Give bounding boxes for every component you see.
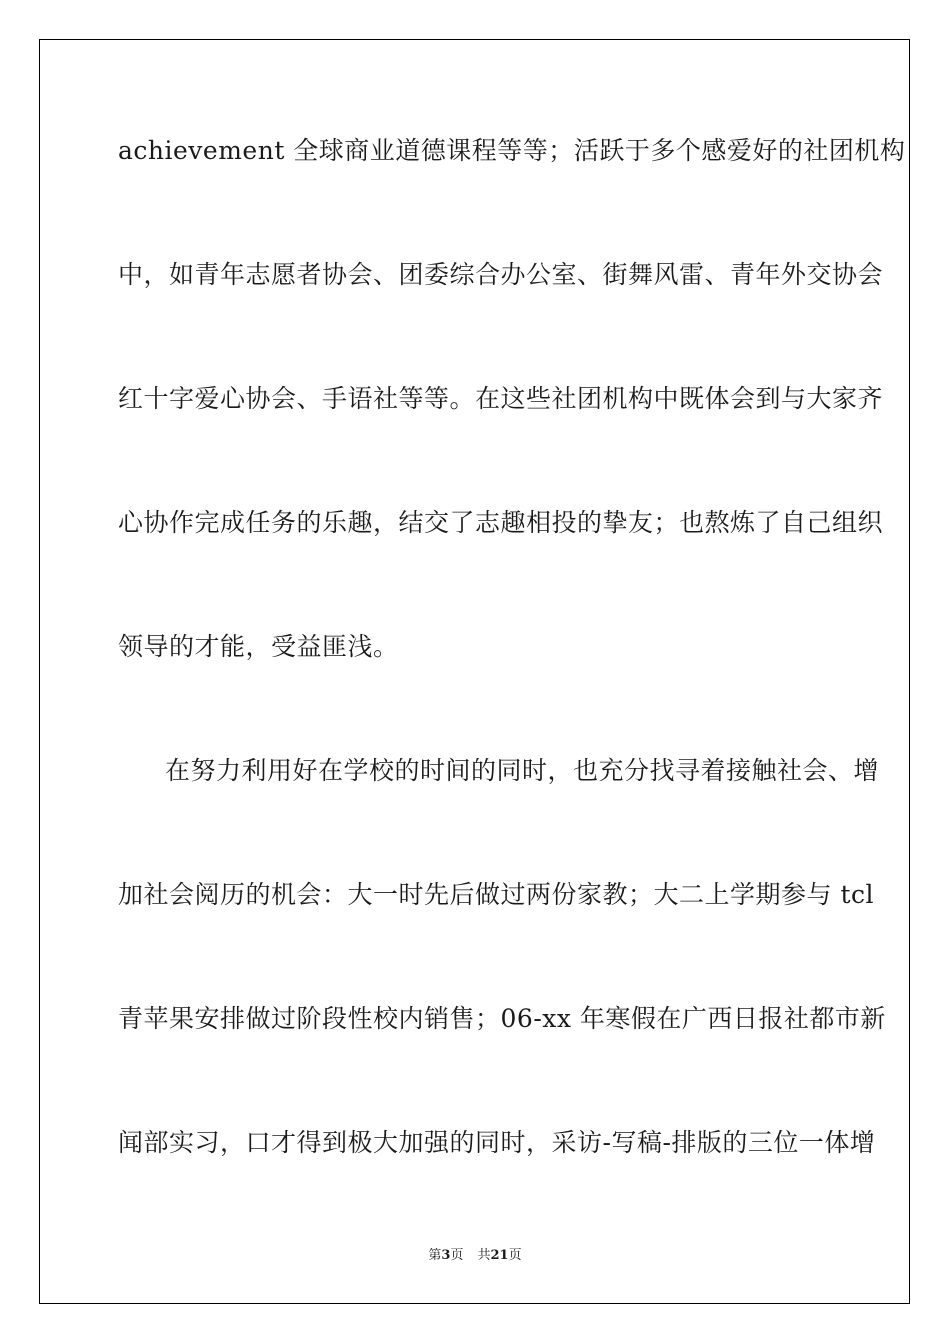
body-line-1: achievement 全球商业道德课程等等；活跃于多个感爱好的社团机构 bbox=[118, 136, 906, 165]
current-page-number: 3 bbox=[441, 1248, 451, 1263]
total-pages-number: 21 bbox=[490, 1248, 509, 1263]
page-footer bbox=[0, 1247, 950, 1265]
body-line-6: 在努力利用好在学校的时间的同时，也充分找寻着接触社会、增 bbox=[165, 756, 880, 785]
body-line-2: 中，如青年志愿者协会、团委综合办公室、街舞风雷、青年外交协会 bbox=[118, 260, 884, 289]
body-line-4: 心协作完成任务的乐趣，结交了志趣相投的挚友；也熬炼了自己组织 bbox=[118, 508, 884, 537]
page-suffix: 页 bbox=[450, 1248, 464, 1263]
body-line-8: 青苹果安排做过阶段性校内销售；06-xx 年寒假在广西日报社都市新 bbox=[118, 1004, 886, 1033]
body-line-3: 红十字爱心协会、手语社等等。在这些社团机构中既体会到与大家齐 bbox=[118, 384, 884, 413]
body-line-9: 闻部实习，口才得到极大加强的同时，采访-写稿-排版的三位一体增 bbox=[118, 1128, 876, 1157]
total-suffix: 页 bbox=[508, 1248, 522, 1263]
page-border bbox=[39, 39, 910, 1304]
body-line-5: 领导的才能，受益匪浅。 bbox=[118, 632, 399, 661]
page-prefix: 第 bbox=[428, 1248, 442, 1263]
total-prefix: 共 bbox=[477, 1248, 491, 1263]
body-line-7: 加社会阅历的机会：大一时先后做过两份家教；大二上学期参与 tcl bbox=[118, 880, 874, 909]
